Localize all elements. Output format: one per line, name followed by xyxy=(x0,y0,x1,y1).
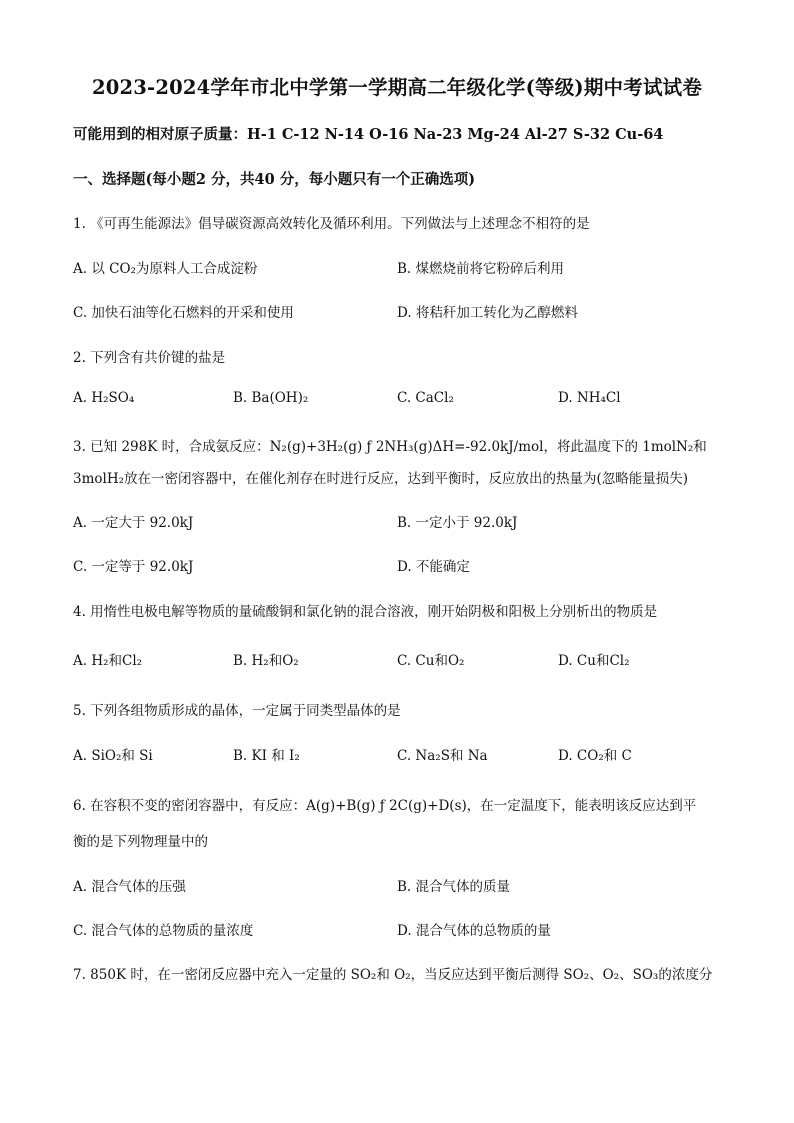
question-1-stem: 1. 《可再生能源法》倡导碳资源高效转化及循环利用。下列做法与上述理念不相符的是 xyxy=(73,216,590,232)
question-4-option-a: A. H₂和Cl₂ xyxy=(73,653,143,669)
question-3-option-c: C. 一定等于 92.0kJ xyxy=(73,559,194,575)
question-3-option-b: B. 一定小于 92.0kJ xyxy=(397,515,518,531)
question-2-option-d: D. NH₄Cl xyxy=(558,390,621,406)
question-5-option-c: C. Na₂S和 Na xyxy=(397,748,488,764)
question-2-stem: 2. 下列含有共价键的盐是 xyxy=(73,350,226,366)
question-5-option-d: D. CO₂和 C xyxy=(558,748,632,764)
question-4-option-b: B. H₂和O₂ xyxy=(233,653,299,669)
question-4-option-d: D. Cu和Cl₂ xyxy=(558,653,630,669)
question-6-option-b: B. 混合气体的质量 xyxy=(397,879,511,895)
question-2-option-a: A. H₂SO₄ xyxy=(73,390,135,406)
atomic-masses-note: 可能用到的相对原子质量：H-1 C-12 N-14 O-16 Na-23 Mg-24 Al-27 S-32 Cu-64 xyxy=(73,126,664,143)
section-heading: 一、选择题(每小题2 分，共40 分，每小题只有一个正确选项) xyxy=(73,171,476,188)
question-5-option-a: A. SiO₂和 Si xyxy=(73,748,153,764)
question-5-option-b: B. KI 和 I₂ xyxy=(233,748,300,764)
question-6-stem-line-1: 6. 在容积不变的密闭容器中，有反应：A(g)+B(g) ƒ 2C(g)+D(s)，在一定温度下，能表明该反应达到平 xyxy=(73,798,697,814)
question-3-stem-line-2: 3molH₂放在一密闭容器中，在催化剂存在时进行反应，达到平衡时，反应放出的热量为(忽略能量损失) xyxy=(73,471,689,487)
question-4-option-c: C. Cu和O₂ xyxy=(397,653,465,669)
question-2-option-c: C. CaCl₂ xyxy=(397,390,454,406)
question-6-option-c: C. 混合气体的总物质的量浓度 xyxy=(73,923,254,939)
question-6-option-a: A. 混合气体的压强 xyxy=(73,879,186,895)
question-4-stem: 4. 用惰性电极电解等物质的量硫酸铜和氯化钠的混合溶液，刚开始阴极和阳极上分别析出的物质是 xyxy=(73,604,658,620)
page-title: 2023-2024学年市北中学第一学期高二年级化学(等级)期中考试试卷 xyxy=(91,76,703,99)
question-7-stem: 7. 850K 时，在一密闭反应器中充入一定量的 SO₂和 O₂，当反应达到平衡后测得 SO₂、O₂、SO₃的浓度分 xyxy=(73,967,713,983)
question-6-stem-line-2: 衡的是下列物理量中的 xyxy=(73,834,208,850)
question-6-option-d: D. 混合气体的总物质的量 xyxy=(397,923,551,939)
question-2-option-b: B. Ba(OH)₂ xyxy=(233,390,309,406)
question-1-option-c: C. 加快石油等化石燃料的开采和使用 xyxy=(73,305,294,321)
question-1-option-d: D. 将秸秆加工转化为乙醇燃料 xyxy=(397,305,578,321)
question-1-option-a: A. 以 CO₂为原料人工合成淀粉 xyxy=(73,261,258,277)
question-1-option-b: B. 煤燃烧前将它粉碎后利用 xyxy=(397,261,565,277)
question-3-stem-line-1: 3. 已知 298K 时，合成氨反应：N₂(g)+3H₂(g) ƒ 2NH₃(g)ΔH=-92.0kJ/mol，将此温度下的 1molN₂和 xyxy=(73,439,707,455)
question-3-option-a: A. 一定大于 92.0kJ xyxy=(73,515,194,531)
question-3-option-d: D. 不能确定 xyxy=(397,559,470,575)
question-5-stem: 5. 下列各组物质形成的晶体，一定属于同类型晶体的是 xyxy=(73,703,401,719)
